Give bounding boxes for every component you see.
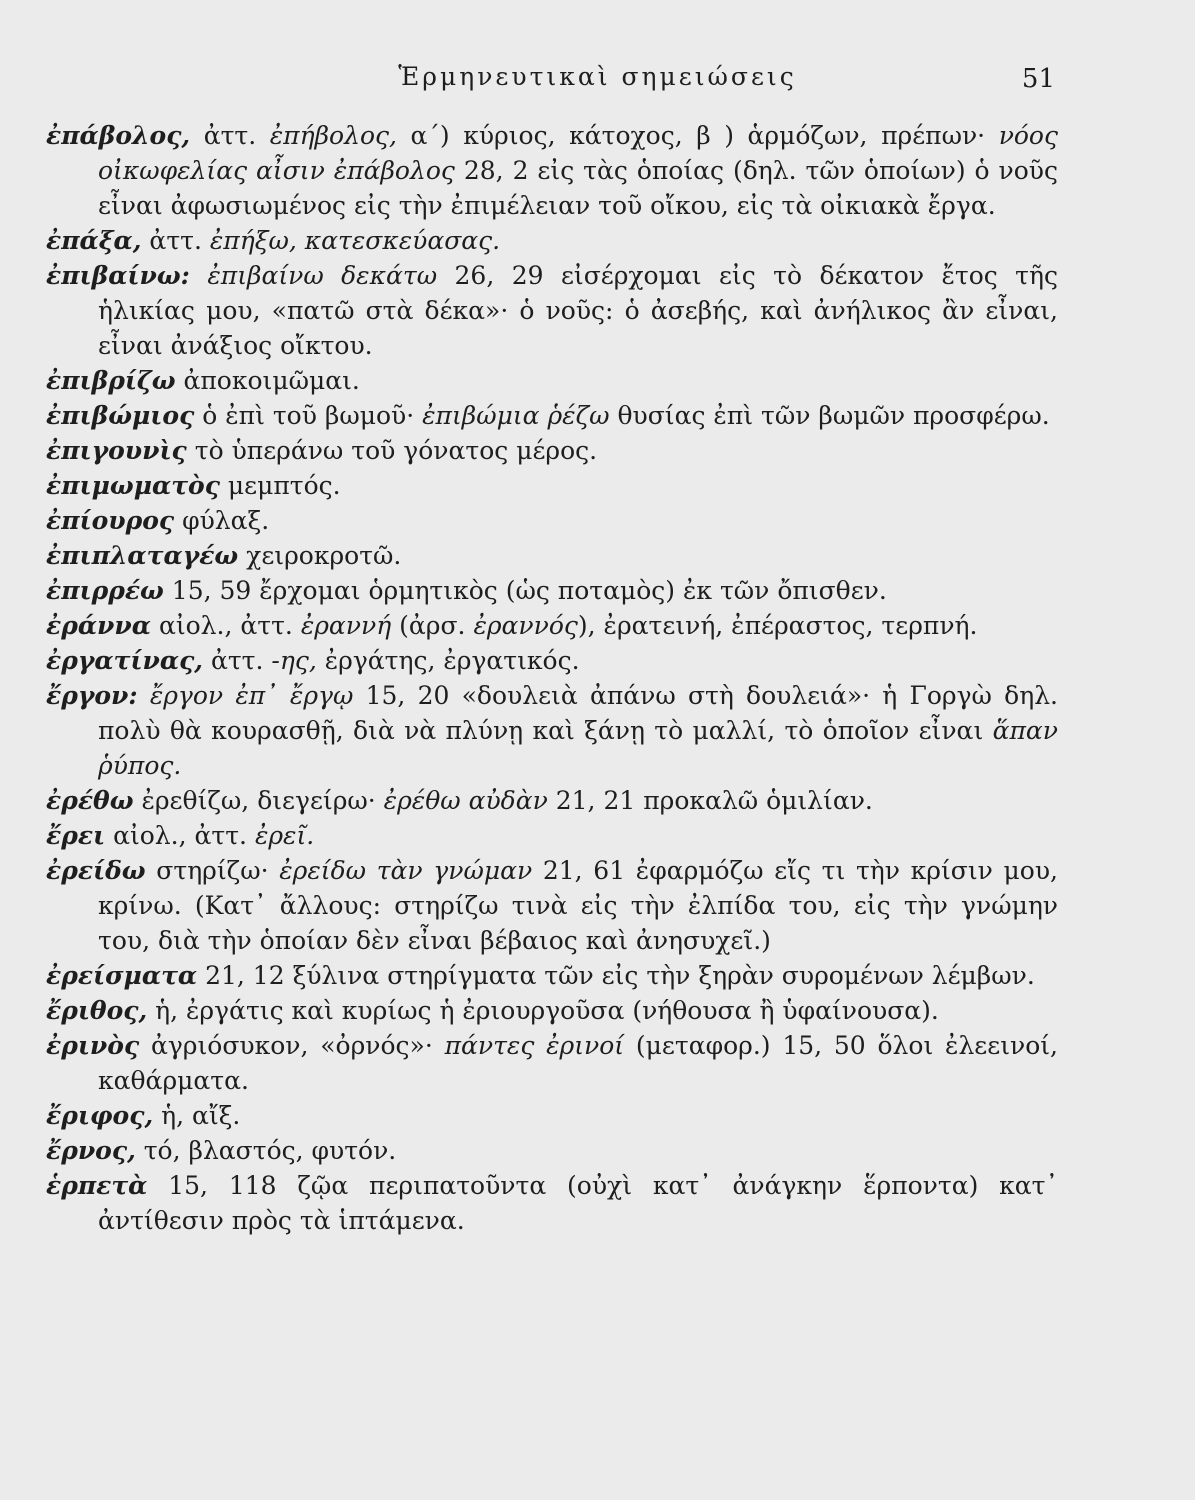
glossary-entry — [46, 678, 1058, 783]
entry-text: 21, 12 ξύλινα στηρίγματα τῶν εἰς τὴν ξηρὰν συρομένων λέμβων. — [197, 961, 1035, 990]
entry-headword: ἐπίουρος — [46, 506, 175, 535]
entry-headword: ἐπάβολος, — [46, 121, 191, 150]
glossary-entry — [46, 643, 1058, 678]
entry-headword: ἐράννα — [46, 611, 151, 640]
glossary-entry — [46, 433, 1058, 468]
glossary-entry — [46, 818, 1058, 853]
glossary-entry — [46, 468, 1058, 503]
page-header — [0, 62, 1195, 102]
entry-text: ὁ ἐπὶ τοῦ βωμοῦ· — [194, 401, 423, 430]
running-title: Ἑρμηνευτικαὶ σημειώσεις — [398, 62, 797, 91]
entry-quotation: πάντες ἐρινοί — [444, 1031, 625, 1060]
entry-headword: ἐπάξα, — [46, 226, 142, 255]
entry-text: ἡ, ἐργάτις καὶ κυρίως ἡ ἐριουργοῦσα (νήθουσα ἢ ὑφαίνουσα). — [147, 996, 939, 1025]
glossary-entry — [46, 223, 1058, 258]
glossary-entry — [46, 1098, 1058, 1133]
entry-text: ἀττ. — [203, 646, 272, 675]
entry-headword: ἐργατίνας, — [46, 646, 203, 675]
entry-headword: ἑρπετὰ — [46, 1171, 148, 1200]
entry-text: 15, 118 ζῷα περιπατοῦντα (οὐχὶ κατ᾽ ἀνάγκην ἕρποντα) κατ᾽ ἀντίθεσιν πρὸς τὰ ἱπτάμενα. — [98, 1171, 1058, 1235]
entry-headword: ἐπιπλαταγέω — [46, 541, 239, 570]
entry-quotation: ἐπιβώμια ῥέζω — [422, 401, 610, 430]
entry-text: 21, 61 ἐφαρμόζω εἴς τι τὴν κρίσιν μου, κρίνω. (Κατ᾽ ἄλλους: στηρίζω τινὰ εἰς τὴν ἐλπίδα του, εἰς τὴν γνώμην του, διὰ τὴν ὁποίαν δὲν εἶναι βέβαιος καὶ ἀνησυχεῖ.) — [98, 856, 1058, 955]
entry-text: ἐργάτης, ἐργατικός. — [316, 646, 580, 675]
entry-headword: ἔρνος, — [46, 1136, 136, 1165]
glossary-entries — [46, 118, 1058, 1238]
entry-quotation: ἐρέθω αὐδὰν — [383, 786, 548, 815]
glossary-entry — [46, 1133, 1058, 1168]
entry-text: (μεταφορ.) 15, 50 ὅλοι ἐλεεινοί, καθάρματα. — [98, 1031, 1059, 1095]
entry-headword: ἔριθος, — [46, 996, 148, 1025]
entry-text: θυσίας ἐπὶ τῶν βωμῶν προσφέρω. — [609, 401, 1050, 430]
entry-text: (ἀρσ. — [391, 611, 474, 640]
entry-headword: ἐπιβαίνω: — [46, 261, 190, 290]
entry-text: 26, 29 εἰσέρχομαι εἰς τὸ δέκατον ἔτος τῆς ἡλικίας μου, «πατῶ στὰ δέκα»· ὁ νοῦς: ὁ ἀσεβής, καὶ ἀνήλικος ἂν εἶναι, εἶναι ἀνάξιος οἴκτου. — [98, 261, 1058, 360]
entry-quotation: ἐπιβαίνω δεκάτω — [207, 261, 438, 290]
entry-text: φύλαξ. — [174, 506, 270, 535]
entry-quotation: ἐρεῖ. — [254, 821, 315, 850]
entry-headword: ἐρινὸς — [46, 1031, 140, 1060]
entry-headword: ἐρείσματα — [46, 961, 198, 990]
glossary-entry — [46, 573, 1058, 608]
glossary-entry — [46, 258, 1058, 363]
glossary-entry — [46, 1168, 1058, 1238]
entry-text: ἐρεθίζω, διεγείρω· — [133, 786, 384, 815]
entry-text — [138, 681, 150, 710]
entry-text: 15, 20 «δουλειὰ ἀπάνω στὴ δουλειά»· ἡ Γοργὼ δηλ. πολὺ θὰ κουρασθῇ, διὰ νὰ πλύνῃ καὶ ξάνῃ τὸ μαλλί, τὸ ὁποῖον εἶναι — [98, 681, 1058, 745]
entry-text: α΄) κύριος, κάτοχος, β ) ἁρμόζων, πρέπων· — [396, 121, 999, 150]
entry-quotation: ἐραννή — [300, 611, 392, 640]
entry-quotation: νόος οἰκωφελίας αἶσιν ἐπάβολος — [98, 121, 1058, 185]
entry-text: ἡ, αἴξ. — [153, 1101, 241, 1130]
entry-text: ἀποκοιμῶμαι. — [175, 366, 360, 395]
glossary-entry — [46, 503, 1058, 538]
entry-headword: ἐπιγουνὶς — [46, 436, 187, 465]
entry-text: τό, βλαστός, φυτόν. — [135, 1136, 397, 1165]
entry-text: ), ἐρατεινή, ἐπέραστος, τερπνή. — [577, 611, 978, 640]
entry-text: τὸ ὑπεράνω τοῦ γόνατος μέρος. — [186, 436, 598, 465]
glossary-entry — [46, 853, 1058, 958]
entry-headword: ἐρείδω — [46, 856, 146, 885]
entry-text: ἀττ. — [141, 226, 210, 255]
glossary-entry — [46, 993, 1058, 1028]
entry-text: στηρίζω· — [145, 856, 280, 885]
glossary-entry — [46, 608, 1058, 643]
entry-headword: ἐπιβώμιος — [46, 401, 195, 430]
glossary-entry — [46, 1028, 1058, 1098]
entry-headword: ἔργον: — [46, 681, 138, 710]
entry-quotation: ἐπήβολος, — [269, 121, 397, 150]
entry-headword: ἔρει — [46, 821, 106, 850]
entry-quotation: ἐρείδω τὰν γνώμαν — [279, 856, 533, 885]
glossary-entry — [46, 363, 1058, 398]
entry-text: 28, 2 εἰς τὰς ὁποίας (δηλ. τῶν ὁποίων) ὁ νοῦς εἶναι ἀφωσιωμένος εἰς τὴν ἐπιμέλειαν τοῦ οἴκου, εἰς τὰ οἰκιακὰ ἔργα. — [98, 156, 1059, 220]
page-number: 51 — [1021, 64, 1055, 94]
entry-text — [190, 261, 207, 290]
entry-text: μεμπτός. — [219, 471, 341, 500]
entry-text: 15, 59 ἔρχομαι ὁρμητικὸς (ὡς ποταμὸς) ἐκ τῶν ὄπισθεν. — [163, 576, 887, 605]
glossary-entry — [46, 538, 1058, 573]
entry-text: αἰολ., ἀττ. — [151, 611, 301, 640]
entry-text: αἰολ., ἀττ. — [105, 821, 255, 850]
entry-quotation: ἅπαν ῥύπος. — [98, 716, 1058, 780]
entry-quotation: ἐπήξω, κατεσκεύασας. — [209, 226, 501, 255]
entry-headword: ἐπιρρέω — [46, 576, 164, 605]
glossary-entry — [46, 398, 1058, 433]
entry-text: ἀγριόσυκον, «ὀρνός»· — [139, 1031, 445, 1060]
entry-text: ἀττ. — [190, 121, 270, 150]
entry-text: χειροκροτῶ. — [238, 541, 402, 570]
glossary-entry — [46, 958, 1058, 993]
entry-quotation: ἐραννός — [473, 611, 578, 640]
glossary-entry — [46, 783, 1058, 818]
entry-headword: ἐρέθω — [46, 786, 134, 815]
entry-quotation: ἔργον ἐπ᾽ ἔργῳ — [149, 681, 354, 710]
entry-headword: ἐπιβρίζω — [46, 366, 176, 395]
glossary-entry — [46, 118, 1058, 223]
entry-text: 21, 21 προκαλῶ ὁμιλίαν. — [547, 786, 873, 815]
entry-headword: ἐπιμωματὸς — [46, 471, 220, 500]
entry-headword: ἔριφος, — [46, 1101, 154, 1130]
entry-quotation: -ης, — [271, 646, 317, 675]
